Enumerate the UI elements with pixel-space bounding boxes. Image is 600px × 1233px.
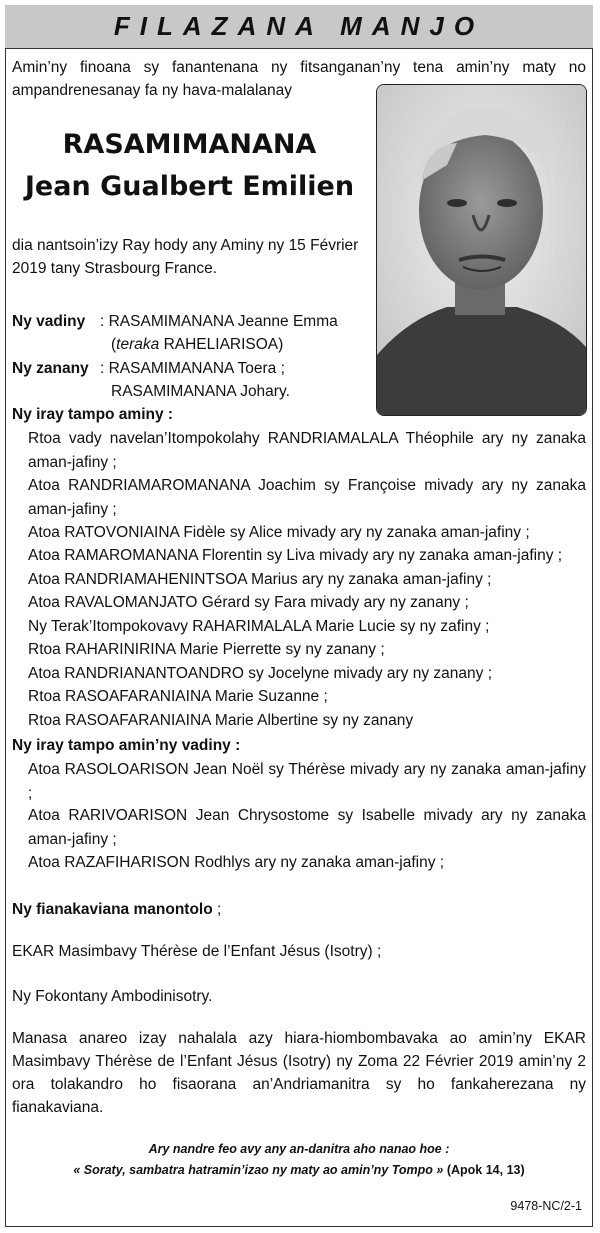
child-2: RASAMIMANANA Johary. xyxy=(111,383,290,400)
whole-family-label: Ny fianakaviana manontolo xyxy=(12,901,213,918)
spouse-label: Ny vadiny xyxy=(12,313,86,330)
portrait-icon xyxy=(377,85,586,415)
verse-line-2 xyxy=(12,1160,586,1181)
in-law-item: Atoa RARIVOARISON Jean Chrysostome sy Isabelle mivady ary ny zanaka aman-jafiny ; xyxy=(28,807,586,848)
in-law-item: Atoa RAZAFIHARISON Rodhlys ary ny zanaka aman-jafiny ; xyxy=(28,854,445,871)
children-label: Ny zanany xyxy=(12,360,89,377)
sibling-item: Rtoa RASOAFARANIAINA Marie Suzanne ; xyxy=(28,688,328,705)
verse-reference: (Apok 14, 13) xyxy=(443,1163,525,1177)
spouse-maiden-name: RAHELIARISOA) xyxy=(159,336,284,353)
whole-family-line xyxy=(12,898,221,921)
spouse-maiden-line: (teraka RAHELIARISOA) xyxy=(111,336,284,353)
notice-title: FILAZANA MANJO xyxy=(113,11,485,41)
in-law-item: Atoa RASOLOARISON Jean Noël sy Thérèse mivady ary ny zanaka aman-jafiny ; xyxy=(28,761,586,802)
fokontany-line: Ny Fokontany Ambodinisotry. xyxy=(12,988,213,1005)
spouse-line xyxy=(12,310,338,333)
siblings-heading: Ny iray tampo aminy : xyxy=(12,406,174,423)
church-line: EKAR Masimbavy Thérèse de l’Enfant Jésus (Isotry) ; xyxy=(12,943,382,960)
sibling-item: Atoa RANDRIANANTOANDRO sy Jocelyne mivady ary ny zanany ; xyxy=(28,665,493,682)
teraka-word: teraka xyxy=(116,336,160,353)
child-1: : RASAMIMANANA Toera ; xyxy=(100,360,285,377)
sibling-item: Rtoa RASOAFARANIAINA Marie Albertine sy ny zanany xyxy=(28,712,414,729)
deceased-given-names: Jean Gualbert Emilien xyxy=(24,171,355,202)
verse-line-1: Ary nandre feo avy any an-danitra aho nanao hoe : xyxy=(148,1142,450,1156)
sibling-item: Ny Terak’Itompokovavy RAHARIMALALA Marie Lucie sy ny zafiny ; xyxy=(28,618,490,635)
whole-family-suffix: ; xyxy=(212,901,222,918)
funeral-invitation: Manasa anareo izay nahalala azy hiara-hiombombavaka ao amin’ny EKAR Masimbavy Thérèse de l’Enfant Jésus (Isotry) ny Zoma 22 Février 2019 amin’ny 2 ora tolakandro ho fisaorana an’Andriamanitra sy ho fankaherezana ny fianakaviana. xyxy=(12,1030,586,1116)
notice-header xyxy=(5,5,593,49)
sibling-item: Rtoa vady navelan’Itompokolahy RANDRIAMALALA Théophile ary ny zanaka aman-jafiny ; xyxy=(28,430,586,471)
sibling-item: Atoa RANDRIAMAHENINTSOA Marius ary ny zanaka aman-jafiny ; xyxy=(28,571,492,588)
sibling-item: Atoa RAMAROMANANA Florentin sy Liva mivady ary ny zanaka aman-jafiny ; xyxy=(28,547,563,564)
portrait-photo xyxy=(376,84,587,416)
deceased-surname: RASAMIMANANA xyxy=(62,129,317,160)
sibling-item: Atoa RANDRIAMAROMANANA Joachim sy Françoise mivady ary ny zanaka aman-jafiny ; xyxy=(28,477,586,518)
children-line xyxy=(12,357,285,380)
verse-quote: « Soraty, sambatra hatramin’izao ny maty ao amin’ny Tompo » xyxy=(73,1163,444,1177)
sibling-item: Atoa RATOVONIAINA Fidèle sy Alice mivady ary ny zanaka aman-jafiny ; xyxy=(28,524,530,541)
spouse-name: : RASAMIMANANA Jeanne Emma xyxy=(100,313,338,330)
sibling-item: Atoa RAVALOMANJATO Gérard sy Fara mivady ary ny zanany ; xyxy=(28,594,469,611)
death-notice: dia nantsoin’izy Ray hody any Aminy ny 15 Février 2019 tany Strasbourg France. xyxy=(12,237,359,277)
notice-reference: 9478-NC/2-1 xyxy=(510,1199,582,1213)
sibling-item: Rtoa RAHARINIRINA Marie Pierrette sy ny zanany ; xyxy=(28,641,385,658)
in-laws-heading: Ny iray tampo amin’ny vadiny : xyxy=(12,737,241,754)
intro-text: Amin’ny finoana sy fanantenana ny fitsanganan’ny tena amin’ny maty no ampandrenesanay fa ny hava-malalanay xyxy=(12,59,586,99)
